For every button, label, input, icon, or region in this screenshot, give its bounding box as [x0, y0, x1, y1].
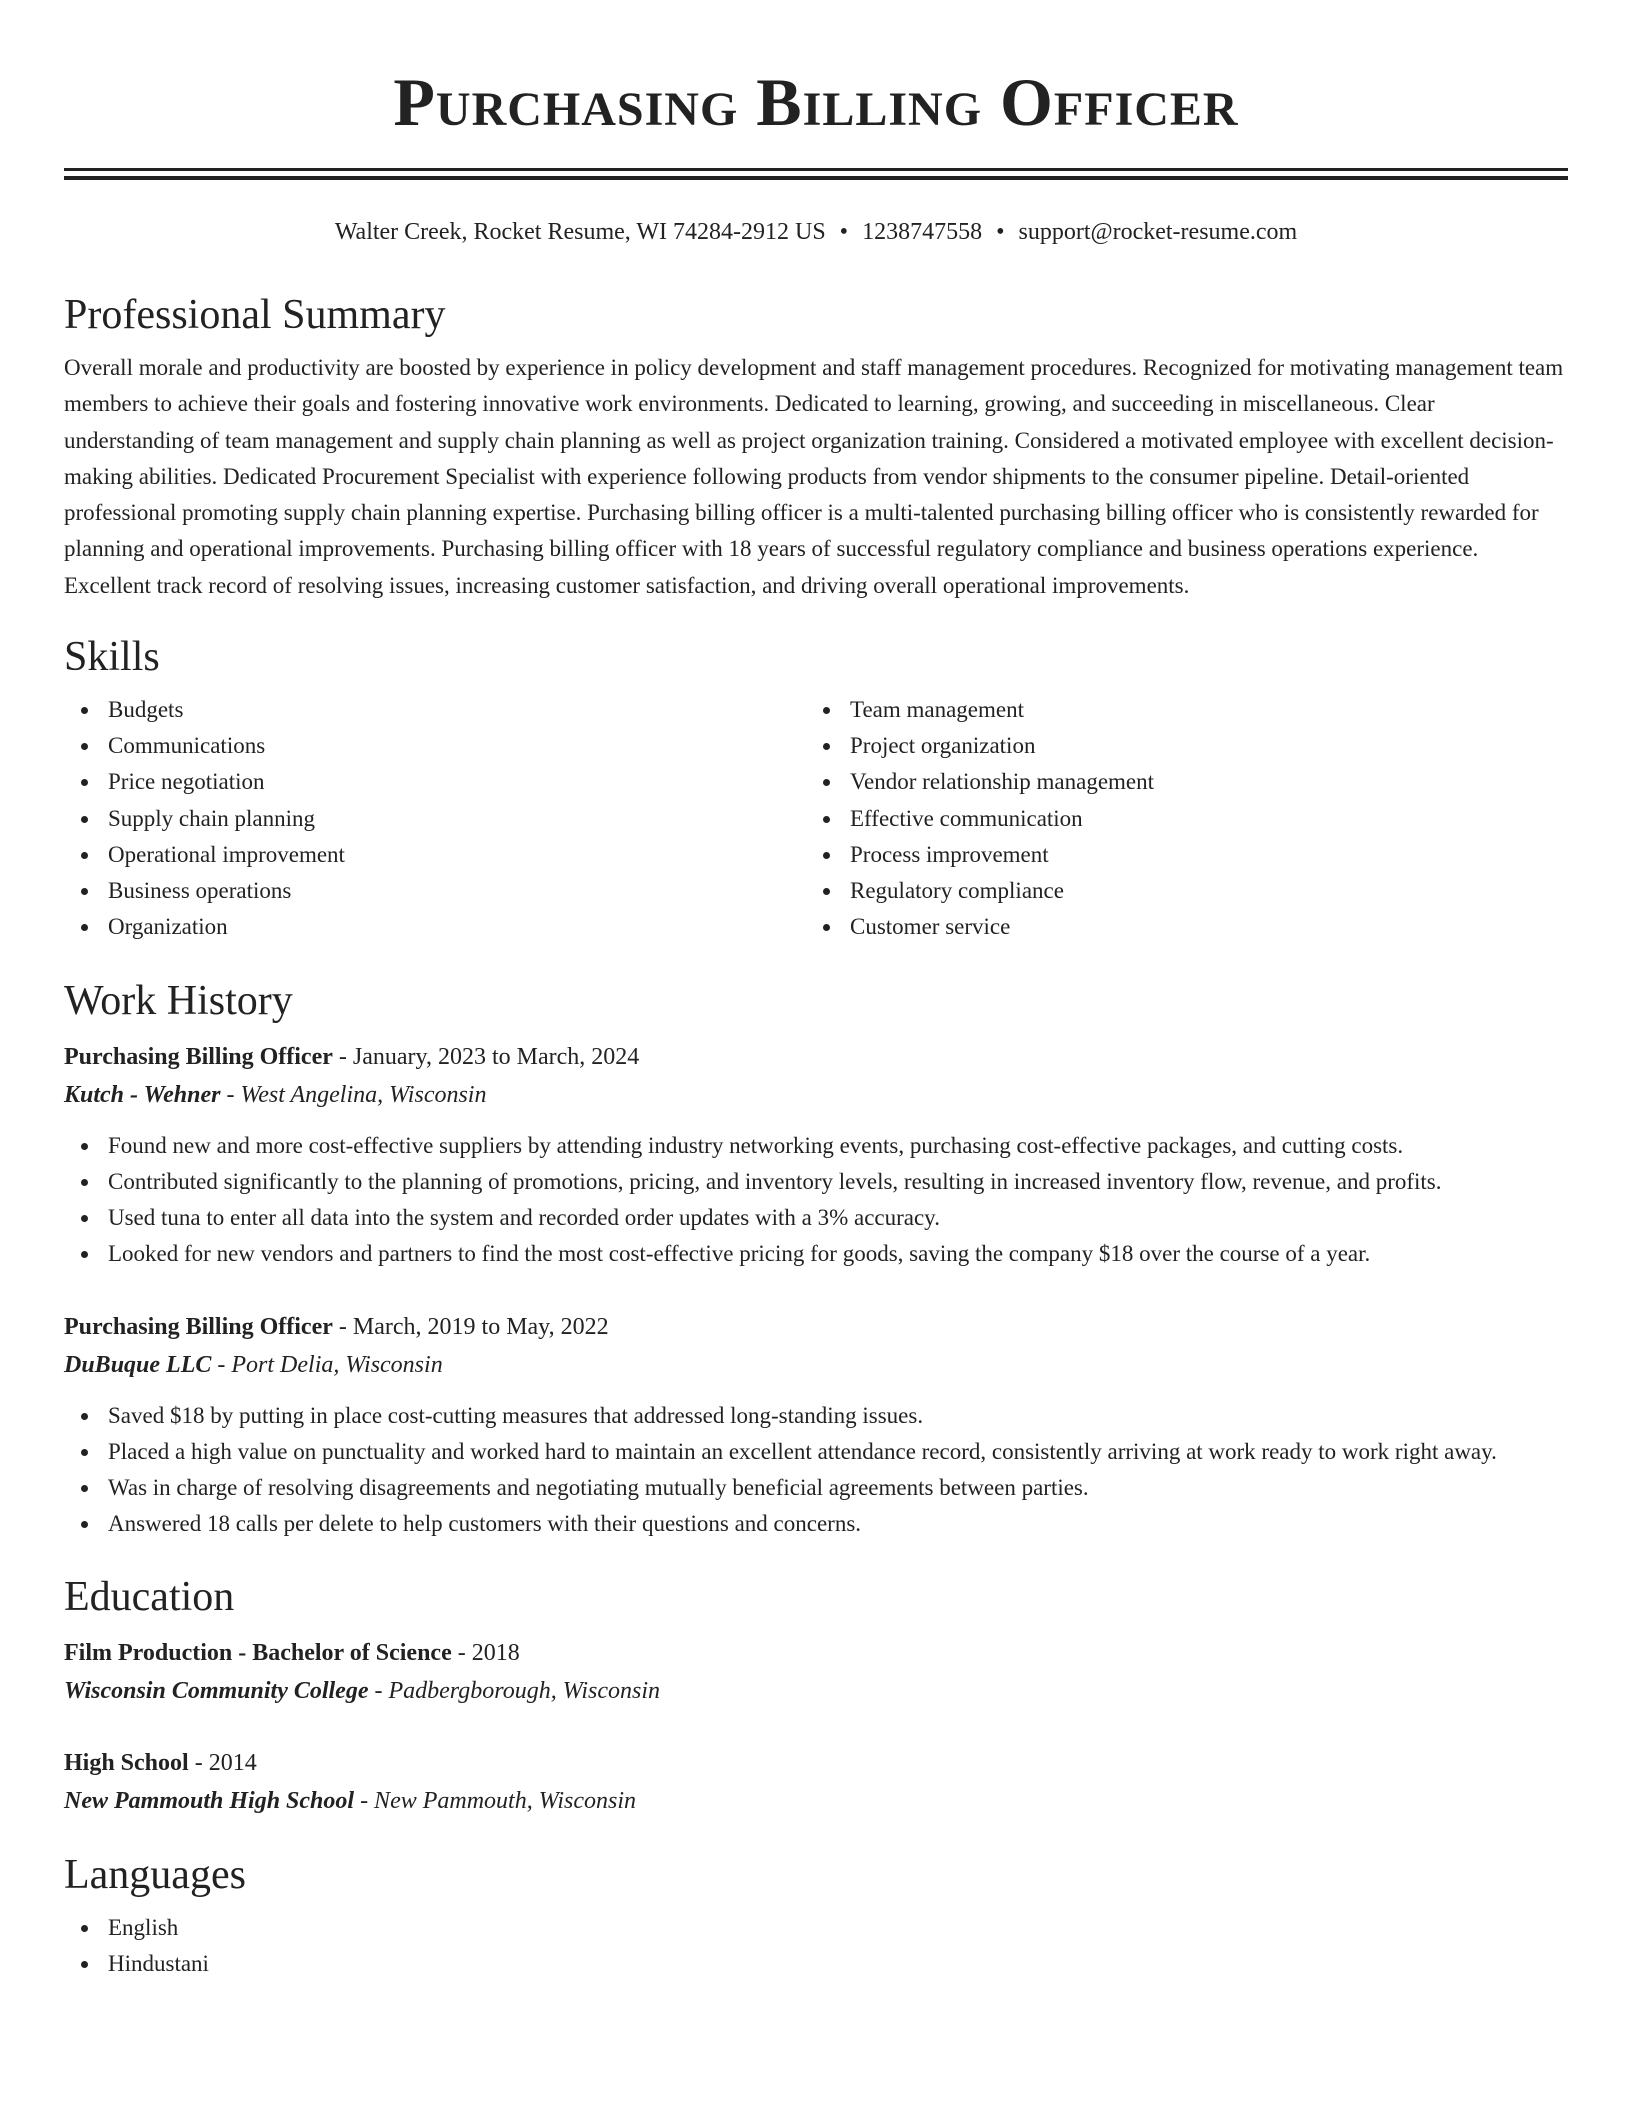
job-company-line — [64, 1346, 1568, 1384]
contact-phone: 1238747558 — [862, 219, 983, 245]
education-school-line — [64, 1672, 1568, 1710]
title-divider-bottom — [64, 176, 1568, 180]
job-bullet: Saved $18 by putting in place cost-cutting measures that addressed long-standing issues. — [64, 1398, 1568, 1434]
skill-item: Communications — [64, 728, 806, 764]
job-bullet: Placed a high value on punctuality and worked hard to maintain an excellent attendance record, consistently arriving at work ready to work right away. — [64, 1434, 1568, 1470]
education-year: - 2014 — [188, 1749, 257, 1776]
skills-grid — [64, 692, 1568, 945]
education-section — [64, 1572, 1568, 1820]
skill-item: Regulatory compliance — [806, 873, 1548, 909]
skill-item: Operational improvement — [64, 837, 806, 873]
education-school-line — [64, 1782, 1568, 1820]
skill-item: Project organization — [806, 728, 1548, 764]
job-title: Purchasing Billing Officer — [64, 1313, 333, 1340]
education-location: - Padbergborough, Wisconsin — [368, 1677, 661, 1704]
job-dates: - January, 2023 to March, 2024 — [332, 1043, 640, 1070]
summary-text: Overall morale and productivity are boosted by experience in policy development and staff management procedures. Recognized for motivating management team members to achieve their goals and fostering innovative work environments. Dedicated to learning, growing, and succeeding in miscellaneous. Clear understanding of team management and supply chain planning as well as project organization training. Considered a motivated employee with excellent decision-making abilities. Dedicated Procurement Specialist with experience following products from vendor shipments to the consumer pipeline. Detail-oriented professional promoting supply chain planning expertise. Purchasing billing officer is a multi-talented purchasing billing officer who is consistently rewarded for planning and operational improvements. Purchasing billing officer with 18 years of successful regulatory compliance and business operations experience. Excellent track record of resolving issues, increasing customer satisfaction, and driving overall operational improvements. — [64, 355, 1564, 598]
job-bullet: Found new and more cost-effective suppliers by attending industry networking events, purchasing cost-effective packages, and cutting costs. — [64, 1128, 1568, 1164]
job-title-line — [64, 1038, 1568, 1076]
education-entry — [64, 1634, 1568, 1710]
education-school: Wisconsin Community College — [64, 1677, 369, 1704]
job-location: - West Angelina, Wisconsin — [220, 1081, 487, 1108]
skills-heading: Skills — [64, 634, 160, 681]
job-company: Kutch - Wehner — [64, 1081, 221, 1108]
job-bullets — [64, 1398, 1568, 1542]
skill-item: Organization — [64, 909, 806, 945]
job-bullet: Was in charge of resolving disagreements and negotiating mutually beneficial agreements between parties. — [64, 1470, 1568, 1506]
languages-section — [64, 1850, 1568, 1982]
skill-item: Effective communication — [806, 801, 1548, 837]
work-history-heading: Work History — [64, 977, 293, 1024]
job-bullet: Used tuna to enter all data into the system and recorded order updates with a 3% accuracy. — [64, 1200, 1568, 1236]
skill-item: Customer service — [806, 909, 1548, 945]
job-company: DuBuque LLC — [64, 1351, 212, 1378]
education-year: - 2018 — [451, 1639, 520, 1666]
resume-title: Purchasing Billing Officer — [393, 64, 1239, 140]
skill-item: Process improvement — [806, 837, 1548, 873]
contact-line — [64, 214, 1568, 250]
languages-heading: Languages — [64, 1851, 246, 1898]
job-bullet: Contributed significantly to the planning of promotions, pricing, and inventory levels, resulting in increased inventory flow, revenue, and profits. — [64, 1164, 1568, 1200]
language-item: English — [64, 1910, 1568, 1946]
job-dates: - March, 2019 to May, 2022 — [332, 1313, 609, 1340]
languages-list — [64, 1910, 1568, 1982]
job-bullet: Looked for new vendors and partners to find the most cost-effective pricing for goods, saving the company $18 over the course of a year. — [64, 1236, 1568, 1272]
contact-email: support@rocket-resume.com — [1018, 219, 1298, 245]
job-bullet: Answered 18 calls per delete to help customers with their questions and concerns. — [64, 1506, 1568, 1542]
skill-item: Business operations — [64, 873, 806, 909]
job-title-line — [64, 1308, 1568, 1346]
education-degree-line — [64, 1634, 1568, 1672]
job-entry — [64, 1038, 1568, 1272]
work-history-section — [64, 976, 1568, 1542]
skill-item: Vendor relationship management — [806, 764, 1548, 800]
contact-separator: • — [839, 219, 849, 245]
contact-separator: • — [996, 219, 1005, 245]
skill-item: Budgets — [64, 692, 806, 728]
title-divider-top — [64, 168, 1568, 171]
education-degree: Film Production - Bachelor of Science — [64, 1639, 452, 1666]
job-location: - Port Delia, Wisconsin — [211, 1351, 443, 1378]
summary-heading: Professional Summary — [64, 292, 446, 338]
education-degree-line — [64, 1744, 1568, 1782]
skills-list-left — [64, 692, 806, 945]
job-entry — [64, 1308, 1568, 1542]
skill-item: Price negotiation — [64, 764, 806, 800]
job-bullets — [64, 1128, 1568, 1272]
skills-list-right — [806, 692, 1548, 945]
skills-section — [64, 632, 1568, 945]
contact-address: Walter Creek, Rocket Resume, WI 74284-2912 US — [334, 219, 826, 245]
language-item: Hindustani — [64, 1946, 1568, 1982]
job-company-line — [64, 1076, 1568, 1114]
skill-item: Supply chain planning — [64, 801, 806, 837]
education-degree: High School — [64, 1749, 189, 1776]
job-title: Purchasing Billing Officer — [64, 1043, 333, 1070]
skill-item: Team management — [806, 692, 1548, 728]
education-location: - New Pammouth, Wisconsin — [354, 1787, 637, 1814]
education-school: New Pammouth High School — [64, 1787, 355, 1814]
education-entry — [64, 1744, 1568, 1820]
summary-section — [64, 290, 1568, 604]
education-heading: Education — [64, 1573, 235, 1620]
